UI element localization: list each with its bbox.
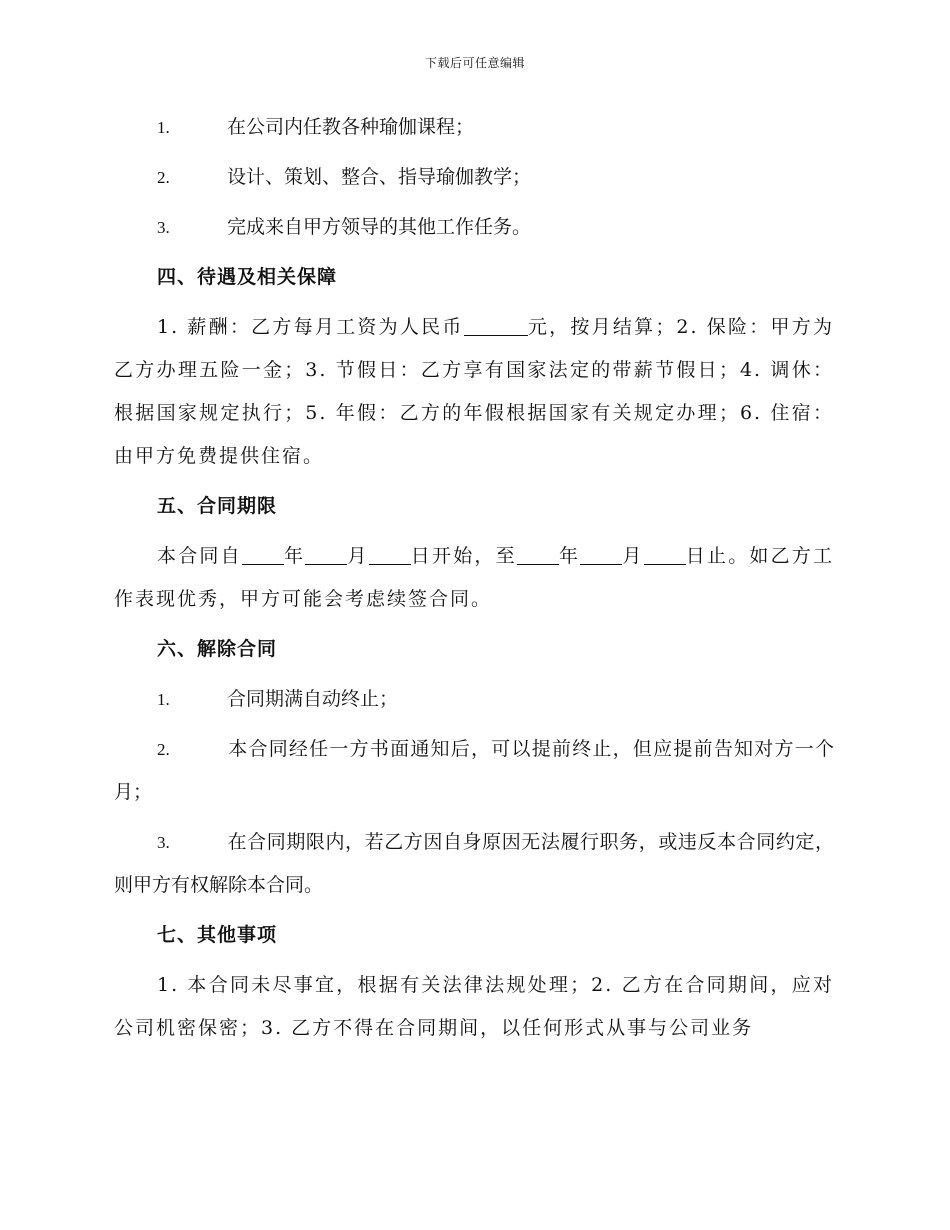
salary-blank <box>464 316 528 336</box>
list-number: 1. <box>157 690 170 709</box>
section-heading: 七、其他事项 <box>157 924 278 946</box>
month-label: 月 <box>347 545 369 567</box>
list-text: 合同期满自动终止； <box>227 688 399 710</box>
paragraph-text: 1. 薪酬：乙方每月工资为人民币 <box>157 316 464 338</box>
list-item <box>114 678 834 721</box>
list-number: 1. <box>157 118 170 137</box>
list-number: 3. <box>157 218 170 237</box>
year-label: 年 <box>283 545 306 567</box>
list-item <box>114 106 834 149</box>
paragraph <box>114 306 834 478</box>
section-heading: 五、合同期限 <box>157 495 278 517</box>
list-number: 3. <box>157 833 170 852</box>
paragraph-text: 元，按月结算；2. 保险：甲方为乙方办理五险一金；3. 节假日：乙方享有国家法定的带薪节假日；4. 调休：根据国家规定执行；5. 年假：乙方的年假根据国家有关规定办理；6. 住宿：由甲方免费提供住宿。 <box>114 316 834 467</box>
list-text: 设计、策划、整合、指导瑜伽教学； <box>227 166 532 188</box>
page-header: 下载后可任意编辑 <box>424 56 525 70</box>
section-heading: 四、待遇及相关保障 <box>157 266 338 288</box>
list-item <box>114 728 834 814</box>
paragraph: 1. 本合同未尽事宜，根据有关法律法规处理；2. 乙方在合同期间，应对公司机密保密；3. 乙方不得在合同期间，以任何形式从事与公司业务 <box>114 974 834 1039</box>
list-item <box>114 206 834 249</box>
paragraph-text: 本合同自 <box>157 545 242 567</box>
list-text: 在合同期限内，若乙方因自身原因无法履行职务，或违反本合同约定，则甲方有权解除本合同。 <box>114 831 834 896</box>
paragraph <box>114 535 834 621</box>
paragraph-text: 日开始，至 <box>410 545 517 567</box>
year-label: 年 <box>558 545 581 567</box>
list-number: 2. <box>157 168 170 187</box>
document-body <box>114 106 834 1050</box>
list-item <box>114 821 834 907</box>
day-blank <box>644 545 686 565</box>
month-label: 月 <box>622 545 644 567</box>
day-blank <box>369 545 411 565</box>
month-blank <box>580 545 622 565</box>
list-number: 2. <box>157 740 170 759</box>
list-text: 完成来自甲方领导的其他工作任务。 <box>227 216 532 238</box>
section-heading: 六、解除合同 <box>157 638 278 660</box>
list-item <box>114 156 834 199</box>
paragraph-text: 日止。如乙方工作表现优秀，甲方可能会考虑续签合同。 <box>114 545 834 610</box>
year-blank <box>517 545 559 565</box>
year-blank <box>242 545 284 565</box>
month-blank <box>305 545 347 565</box>
list-text: 在公司内任教各种瑜伽课程； <box>227 116 475 138</box>
list-text: 本合同经任一方书面通知后，可以提前终止，但应提前告知对方一个月； <box>114 738 834 803</box>
